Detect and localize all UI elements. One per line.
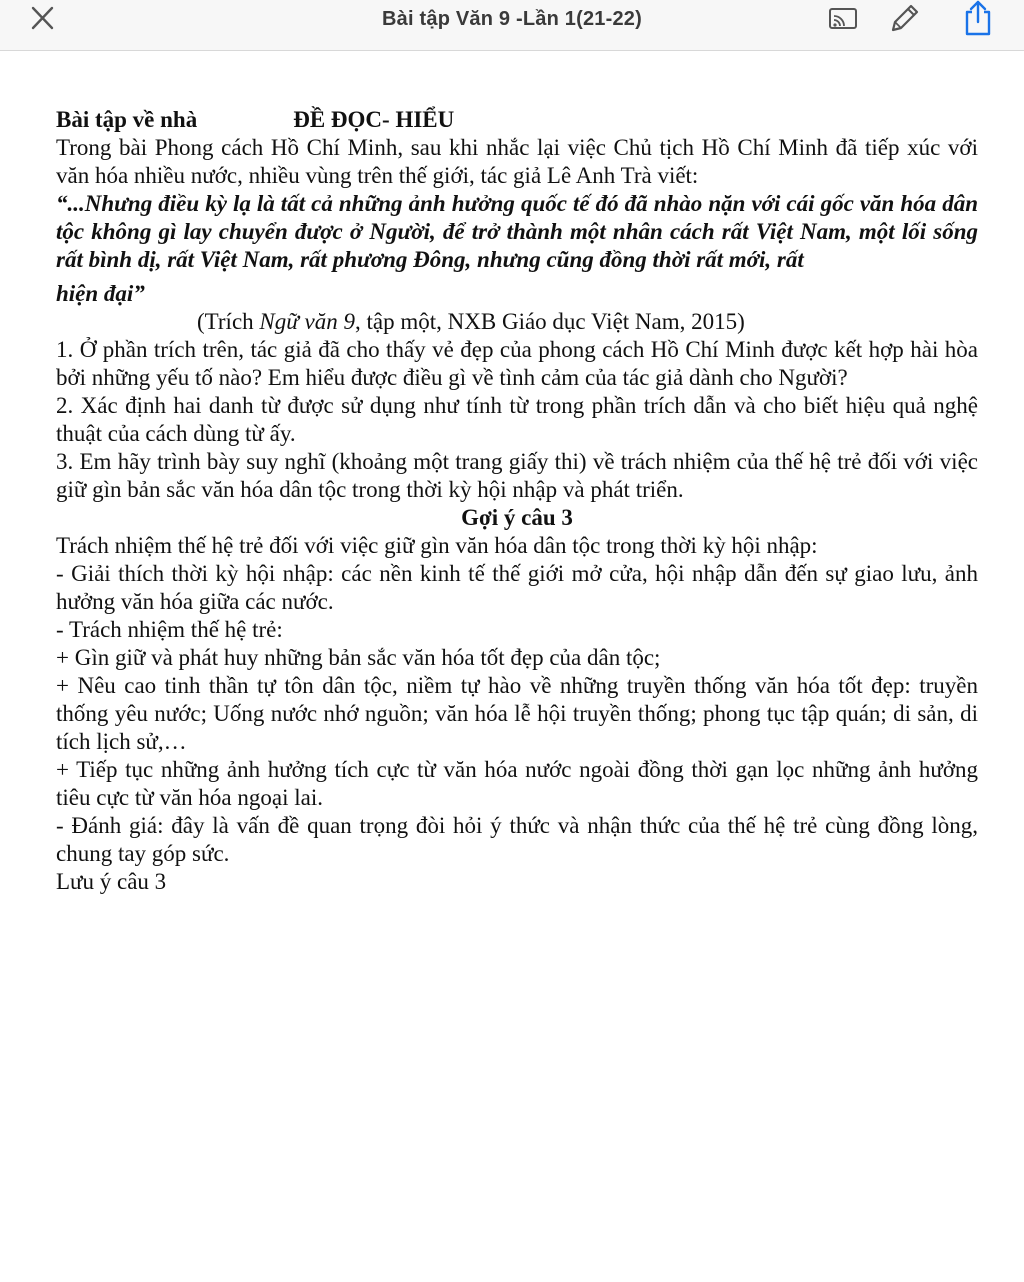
hint-item: - Giải thích thời kỳ hội nhập: các nền kinh tế thế giới mở cửa, hội nhập dẫn đến sự giao lưu, ảnh hưởng văn hóa giữa các nước. — [56, 561, 978, 614]
document-title: Bài tập Văn 9 -Lần 1(21-22) — [382, 8, 642, 30]
cast-button[interactable] — [826, 4, 860, 38]
hint-subitem: + Gìn giữ và phát huy những bản sắc văn hóa tốt đẹp của dân tộc; — [56, 645, 661, 670]
source-prefix: (Trích — [197, 309, 260, 334]
pencil-icon — [887, 2, 921, 36]
hint-subitem: + Tiếp tục những ảnh hưởng tích cực từ văn hóa nước ngoài đồng thời gạn lọc những ảnh hưởng tiêu cực từ văn hóa ngoại lai. — [56, 757, 978, 810]
intro-paragraph: Trong bài Phong cách Hồ Chí Minh, sau khi nhắc lại việc Chủ tịch Hồ Chí Minh đã tiếp xúc với văn hóa nhiều nước, nhiều vùng trên thế giới, tác giả Lê Anh Trà viết: — [56, 135, 978, 188]
source-book: Ngữ văn 9 — [259, 309, 356, 334]
toolbar — [0, 0, 1024, 51]
cast-icon — [826, 4, 860, 34]
document-page — [56, 106, 978, 896]
question-1: 1. Ở phần trích trên, tác giả đã cho thấy vẻ đẹp của phong cách Hồ Chí Minh được kết hợp hài hòa bởi những yếu tố nào? Em hiểu được điều gì về tình cảm của tác giả dành cho Người? — [56, 337, 978, 390]
hint-subitem: + Nêu cao tinh thần tự tôn dân tộc, niềm tự hào về những truyền thống văn hóa tốt đẹp: truyền thống yêu nước; Uống nước nhớ nguồn; văn hóa lễ hội truyền thống; phong tục tập quán; di sản, di tích lịch sử,… — [56, 673, 978, 754]
section-title: ĐỀ ĐỌC- HIỂU — [293, 107, 455, 132]
question-2: 2. Xác định hai danh từ được sử dụng như tính từ trong phần trích dẫn và cho biết hiệu quả nghệ thuật của cách dùng từ ấy. — [56, 393, 978, 446]
quote-paragraph — [56, 190, 978, 308]
hint-title: Gợi ý câu 3 — [461, 505, 573, 530]
hint-item: - Trách nhiệm thế hệ trẻ: — [56, 617, 283, 642]
homework-label: Bài tập về nhà — [56, 107, 198, 132]
heading-row — [56, 106, 978, 134]
source-citation — [56, 308, 978, 336]
share-button[interactable] — [960, 0, 994, 34]
share-icon — [960, 0, 996, 38]
question-3: 3. Em hãy trình bày suy nghĩ (khoảng một trang giấy thi) về trách nhiệm của thế hệ trẻ đối với việc giữ gìn bản sắc văn hóa dân tộc trong thời kỳ hội nhập và phát triển. — [56, 449, 978, 502]
source-suffix: , tập một, NXB Giáo dục Việt Nam, 2015) — [355, 309, 745, 334]
hint-item: - Đánh giá: đây là vấn đề quan trọng đòi hỏi ý thức và nhận thức của thế hệ trẻ cùng đồng lòng, chung tay góp sức. — [56, 813, 978, 866]
hint-intro: Trách nhiệm thế hệ trẻ đối với việc giữ gìn văn hóa dân tộc trong thời kỳ hội nhập: — [56, 533, 818, 558]
edit-button[interactable] — [887, 2, 921, 36]
quote-text: “...Nhưng điều kỳ lạ là tất cả những ảnh hưởng quốc tế đó đã nhào nặn với cái gốc văn hóa dân tộc không gì lay chuyển được ở Người, để trở thành một nhân cách rất Việt Nam, một lối sống rất bình dị, rất Việt Nam, rất phương Đông, nhưng cũng đồng thời rất mới, rất — [56, 191, 978, 272]
quote-end: hiện đại” — [56, 281, 145, 306]
note-line: Lưu ý câu 3 — [56, 869, 167, 894]
